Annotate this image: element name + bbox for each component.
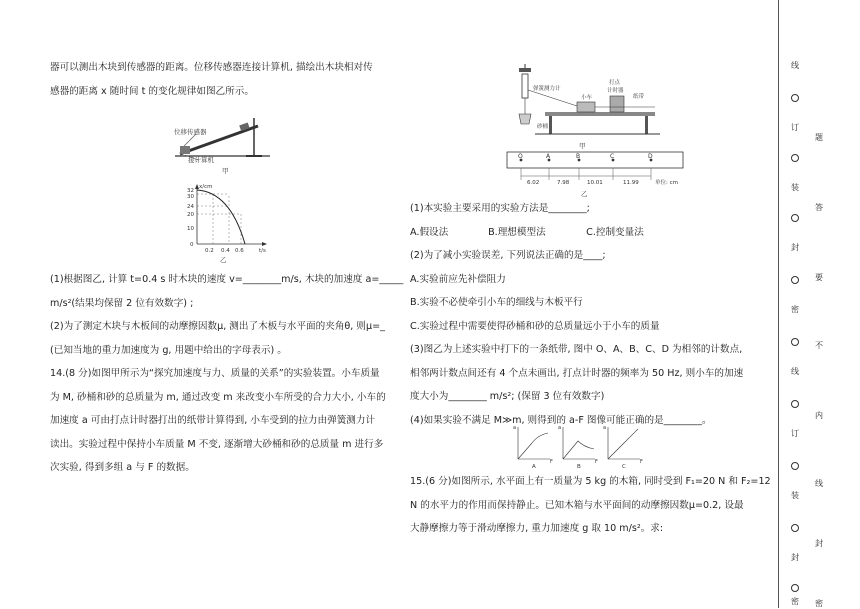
binding-char: 装 [791, 491, 799, 500]
label-computer: 接计算机 [188, 156, 214, 164]
xtick: 0.6 [235, 248, 244, 254]
graph-axis-a: a [558, 425, 562, 431]
question-line: (1)本实验主要采用的实验方法是________; [410, 203, 590, 214]
label-spring-scale: 弹簧测力计 [533, 86, 561, 92]
question-line: 大静摩擦力等于滑动摩擦力, 重力加速度 g 取 10 m/s²。求: [410, 523, 664, 534]
graph-axis-a: a [603, 425, 607, 431]
binding-char: 线 [815, 479, 823, 488]
binding-circle-icon [788, 276, 802, 284]
x-t-graph [175, 182, 275, 264]
binding-circle-icon [788, 524, 802, 532]
question-line: 加速度 a 可由打点计时器打出的纸带计算得到, 小车受到的拉力由弹簧测力计 [50, 415, 376, 426]
question-line: C.实验过程中需要使得砂桶和砂的总质量远小于小车的质量 [410, 320, 660, 332]
graph-axis-f: F [550, 459, 553, 465]
tape-point: O [518, 153, 523, 160]
binding-char: 封 [815, 539, 823, 548]
binding-circle-icon [788, 214, 802, 222]
label-bucket: 砂桶 [537, 124, 549, 130]
tape-unit: 单位: cm [655, 180, 678, 186]
ytick: 24 [187, 204, 194, 210]
intro-line-1: 器可以测出木块到传感器的距离。位移传感器连接计算机, 描绘出木块相对传 [50, 62, 373, 73]
binding-circle-icon [788, 584, 802, 592]
option-a: A.假设法 [410, 226, 449, 238]
binding-char: 线 [791, 61, 799, 70]
graph-label: C [622, 464, 626, 469]
question-line: (已知当地的重力加速度为 g, 用题中给出的字母表示) 。 [50, 344, 287, 356]
question-line: 读出。实验过程中保持小车质量 M 不变, 逐渐增大砂桶和砂的总质量 m 进行多 [50, 438, 384, 450]
question-line: 15.(6 分)如图所示, 水平面上有一质量为 5 kg 的木箱, 同时受到 F₁=20 N 和 F₂=12 [410, 476, 771, 487]
binding-char: 装 [791, 183, 799, 192]
graph-axis-f: F [595, 459, 598, 465]
binding-char: 不 [815, 341, 823, 350]
tape-point: D [648, 153, 653, 160]
option-c: C.控制变量法 [586, 226, 644, 238]
xtick: 0.4 [221, 248, 230, 254]
tape-distance: 7.98 [557, 180, 570, 186]
option-b: B.理想模型法 [488, 226, 546, 238]
left-column [50, 56, 395, 103]
tape-distance: 11.99 [623, 180, 639, 186]
question-line: (2)为了测定木块与木板间的动摩擦因数μ, 测出了木板与水平面的夹角θ, 则μ=_ [50, 321, 385, 332]
graph-axis-f: F [640, 459, 643, 465]
graph-label: B [577, 464, 581, 469]
question-line: (1)根据图乙, 计算 t=0.4 s 时木块的速度 v=________m/s, 木块的加速度 a=_____ [50, 274, 404, 285]
binding-circle-icon [788, 94, 802, 102]
y-axis-label: x/cm [199, 184, 213, 190]
tape-distance: 10.01 [587, 180, 603, 186]
caption-jia-right: 甲 [579, 142, 586, 150]
binding-char: 封 [791, 243, 799, 252]
question-line: (3)图乙为上述实验中打下的一条纸带, 图中 O、A、B、C、D 为相邻的计数点, [410, 344, 743, 355]
label-car: 小车 [581, 95, 593, 101]
question-line: 度大小为________ m/s²; (保留 3 位有效数字) [410, 391, 605, 402]
a-f-graphs [508, 423, 648, 469]
binding-char: 封 [791, 553, 799, 562]
binding-char: 密 [791, 597, 799, 606]
ytick: 20 [187, 212, 194, 218]
caption-jia-left: 甲 [222, 167, 229, 174]
question-line: (2)为了减小实验误差, 下列说法正确的是____; [410, 250, 606, 261]
tape-distance: 6.02 [527, 180, 540, 186]
xtick: 0.2 [205, 248, 214, 254]
tape-point: C [610, 153, 615, 160]
caption-yi-left: 乙 [220, 256, 227, 264]
label-timer-1: 打点 [609, 80, 621, 86]
binding-char: 内 [815, 411, 823, 420]
binding-char: 要 [815, 273, 823, 282]
right-column [410, 197, 775, 432]
question-line: A.实验前应先补偿阻力 [410, 273, 506, 285]
binding-char: 密 [791, 305, 799, 314]
binding-char: 线 [791, 367, 799, 376]
x-axis-label: t/s [259, 248, 266, 254]
label-tape: 纸带 [633, 94, 645, 100]
question-15 [410, 470, 775, 541]
question-line: 次实验, 得到多组 a 与 F 的数据。 [50, 462, 195, 473]
caption-yi-right: 乙 [581, 190, 588, 198]
question-line: (4)如果实验不满足 M≫m, 则得到的 a-F 图像可能正确的是________。 [410, 414, 712, 426]
binding-char: 订 [791, 429, 799, 438]
binding-char: 题 [815, 133, 823, 142]
question-line: m/s²(结果均保留 2 位有效数字) ; [50, 297, 194, 309]
question-line: 相邻两计数点间还有 4 个点未画出, 打点计时器的频率为 50 Hz, 则小车的加速 [410, 367, 744, 379]
label-timer-2: 计时器 [607, 88, 624, 94]
label-position-sensor: 位移传感器 [174, 128, 207, 136]
question-line: 14.(8 分)如图甲所示为“探究加速度与力、质量的关系”的实验装置。小车质量 [50, 368, 380, 379]
ytick: 30 [187, 194, 194, 200]
left-questions [50, 268, 404, 480]
binding-char: 答 [815, 203, 823, 212]
question-line: 为 M, 砂桶和砂的总质量为 m, 通过改变 m 来改变小车所受的合力大小, 小车的 [50, 391, 386, 403]
graph-label: A [532, 464, 536, 469]
cart-apparatus-figure [505, 62, 665, 150]
paper-tape-figure [505, 150, 685, 200]
binding-circle-icon [788, 462, 802, 470]
options-row [410, 221, 775, 245]
ytick: 10 [187, 226, 194, 232]
question-line: N 的水平力的作用而保持静止。已知木箱与水平面间的动摩擦因数μ=0.2, 设最 [410, 499, 744, 511]
incline-apparatus-figure [170, 112, 290, 174]
intro-line-2: 感器的距离 x 随时间 t 的变化规律如图乙所示。 [50, 85, 254, 97]
ytick: 0 [190, 242, 194, 248]
binding-circle-icon [788, 338, 802, 346]
ytick: 32 [187, 188, 194, 194]
binding-circle-icon [788, 154, 802, 162]
binding-circle-icon [788, 400, 802, 408]
question-line: B.实验不必使牵引小车的细线与木板平行 [410, 297, 583, 308]
binding-char: 密 [815, 599, 823, 608]
binding-char: 订 [791, 123, 799, 132]
binding-line [778, 0, 779, 608]
tape-point: A [546, 153, 551, 160]
tape-point: B [576, 153, 581, 160]
graph-axis-a: a [513, 425, 517, 431]
